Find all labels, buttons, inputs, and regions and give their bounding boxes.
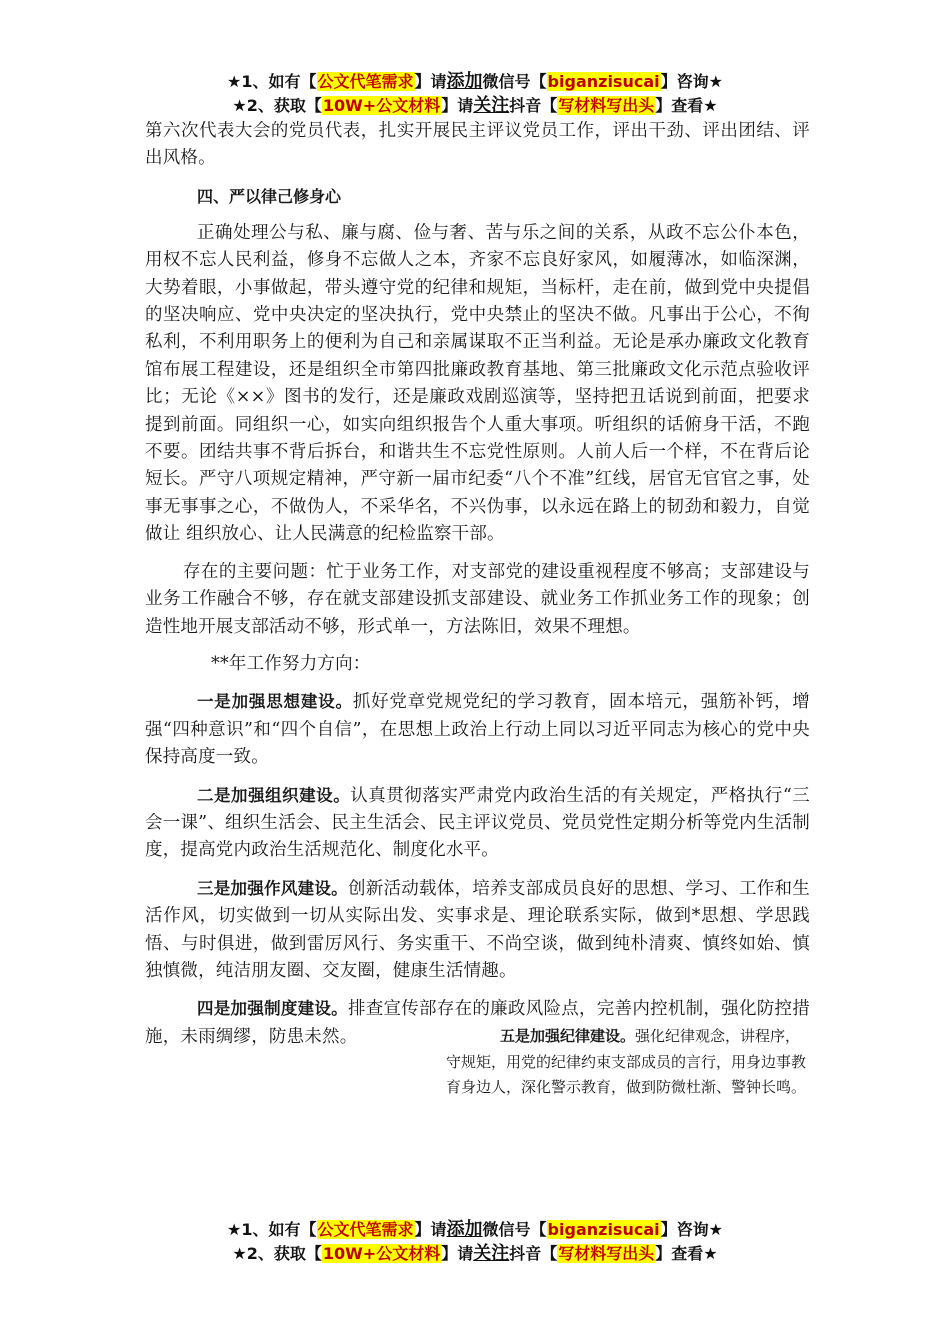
document-body <box>145 118 810 1051</box>
highlight-service: 公文代笔需求 <box>317 72 414 91</box>
paragraph-problems: 存在的主要问题：忙于业务工作，对支部党的建设重视程度不够高；支部建设与业务工作融合不够，存在就支部建设抓支部建设、就业务工作抓业务工作的现象；创造性地开展支部活动不够，形式单一，方法陈旧，效果不理想。 <box>145 561 810 637</box>
highlight-service: 公文代笔需求 <box>317 1220 414 1239</box>
underlined-follow: 关注 <box>473 95 510 116</box>
footer-line-1: ★1、如有【公文代笔需求】请添加微信号【biganzisucai】咨询★ <box>227 1219 723 1240</box>
paragraph-direction: **年工作努力方向： <box>211 653 371 674</box>
highlight-wechat-id: biganzisucai <box>547 1220 660 1239</box>
highlight-wechat-id: biganzisucai <box>547 72 660 91</box>
footer-line-2: ★2、获取【10W+公文材料】请关注抖音【写材料写出头】查看★ <box>232 1243 718 1264</box>
highlight-materials: 10W+公文材料 <box>322 96 441 115</box>
highlight-douyin: 写材料写出头 <box>558 96 655 115</box>
banner-line-1: ★1、如有【公文代笔需求】请添加微信号【biganzisucai】咨询★ <box>227 71 723 92</box>
paragraph-continuation: 第六次代表大会的党员代表，扎实开展民主评议党员工作，评出干劲、评出团结、评出风格。 <box>145 121 810 169</box>
highlight-materials: 10W+公文材料 <box>322 1244 441 1263</box>
underlined-follow: 关注 <box>473 1243 510 1264</box>
banner-line-2: ★2、获取【10W+公文材料】请关注抖音【写材料写出头】查看★ <box>232 95 718 116</box>
header-banner <box>0 70 950 118</box>
item-work-style: 三是加强作风建设。创新活动载体，培养支部成员良好的思想、学习、工作和生活作风，切实做到一切从实际出发、实事求是、理论联系实际，做到*思想、学思践悟、与时俱进，做到雷厉风行、务实重干、不尚空谈，做到纯朴清爽、慎终如始、慎独慎微，纯洁朋友圈、交友圈，健康生活情趣。 <box>145 878 810 981</box>
item-lead: 四是加强制度建设。 <box>197 999 348 1019</box>
item-lead: 二是加强组织建设。 <box>197 785 351 805</box>
item-organization: 二是加强组织建设。认真贯彻落实严肃党内政治生活的有关规定，严格执行“三会一课”、组织生活会、民主生活会、民主评议党员、党员党性定期分析等党内生活制度，提高党内政治生活规范化、制度化水平。 <box>145 785 810 861</box>
item-lead: 一是加强思想建设。 <box>197 692 353 712</box>
item-lead: 三是加强作风建设。 <box>197 878 348 898</box>
item-ideology: 一是加强思想建设。抓好党章党规党纪的学习教育，固本培元，强筋补钙，增强“四种意识”和“四个自信”，在思想上政治上行动上同以习近平同志为核心的党中央保持高度一致。 <box>145 692 810 768</box>
paragraph-self-discipline: 正确处理公与私、廉与腐、俭与奢、苦与乐之间的关系，从政不忘公仆本色，用权不忘人民利益，修身不忘做人之本，齐家不忘良好家风，如履薄冰，如临深渊，大势着眼，小事做起，带头遵守党的纪律和规矩，当标杆，走在前，做到党中央提倡的坚决响应、党中央决定的坚决执行，党中央禁止的坚决不做。凡事出于公心，不徇私利，不利用职务上的便利为自己和亲属谋取不正当利益。无论是承办廉政文化教育馆布展工程建设，还是组织全市第四批廉政教育基地、第三批廉政文化示范点验收评比；无论《××》图书的发行，还是廉政戏剧巡演等，坚持把丑话说到前面，把要求提到前面。同组织一心，如实向组织报告个人重大事项。听组织的话俯身干活，不跑不要。团结共事不背后拆台，和谐共生不忘党性原则。人前人后一个样，不在背后论短长。严守八项规定精神，严守新一届市纪委“八个不准”红线，居官无官官之事，处事无事事之心，不做伪人，不采华名，不兴伪事，以永远在路上的韧劲和毅力，自觉做让 组织放心、让人民满意的纪检监察干部。 <box>145 222 810 545</box>
underlined-add: 添加 <box>446 71 483 92</box>
item-institution: 四是加强制度建设。排查宣传部存在的廉政风险点，完善内控机制，强化防控措施，未雨绸缪，防患未然。 <box>145 999 810 1047</box>
footer-banner <box>0 1218 950 1266</box>
note-lead: 五是加强纪律建设。 <box>500 1027 636 1045</box>
note-paragraph: 五是加强纪律建设。强化纪律观念，讲程序，守规矩，用党的纪律约束支部成员的言行，用身边事教育身边人，深化警示教育，做到防微杜渐、警钟长鸣。 <box>446 1027 807 1096</box>
section-heading-4: 四、严以律己修身心 <box>197 186 342 206</box>
underlined-add: 添加 <box>446 1219 483 1240</box>
discipline-note <box>446 1024 808 1101</box>
highlight-douyin: 写材料写出头 <box>558 1244 655 1263</box>
